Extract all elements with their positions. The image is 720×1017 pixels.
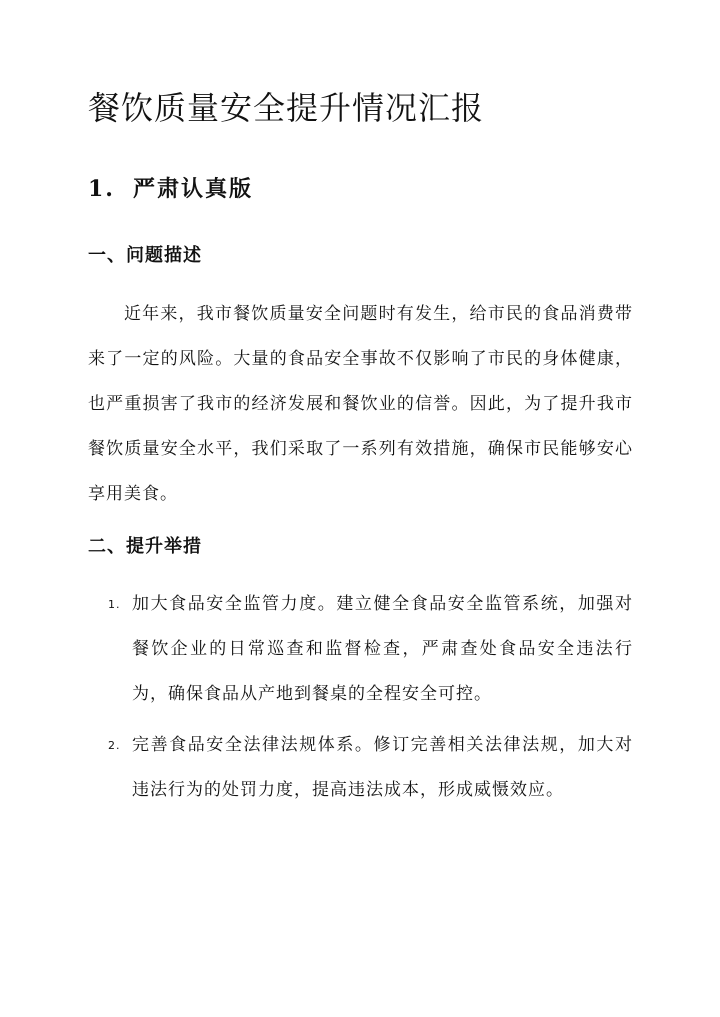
section-heading (88, 173, 253, 205)
problem-heading: 一、问题描述 (88, 245, 202, 266)
section-label: 严肃认真版 (132, 176, 253, 202)
document-title: 餐饮质量安全提升情况汇报 (88, 89, 485, 127)
measures-list (88, 582, 633, 717)
section-number: 1. (88, 176, 115, 202)
list-item-text: 加大食品安全监管力度。建立健全食品安全监管系统，加强对餐饮企业的日常巡查和监督检查，严肃查处食品安全违法行为，确保食品从产地到餐桌的全程安全可控。 (132, 594, 633, 704)
list-marker: 2. (108, 739, 121, 752)
list-item (88, 723, 633, 813)
list-item-text: 完善食品安全法律法规体系。修订完善相关法律法规，加大对违法行为的处罚力度，提高违法成本，形成威慑效应。 (132, 735, 633, 800)
problem-paragraph: 近年来，我市餐饮质量安全问题时有发生，给市民的食品消费带来了一定的风险。大量的食品安全事故不仅影响了市民的身体健康，也严重损害了我市的经济发展和餐饮业的信誉。因此，为了提升我市餐饮质量安全水平，我们采取了一系列有效措施，确保市民能够安心享用美食。 (88, 304, 633, 504)
measures-list-continued (88, 723, 633, 813)
list-item (88, 582, 633, 717)
list-marker: 1. (108, 598, 121, 611)
measures-heading: 二、提升举措 (88, 536, 202, 557)
